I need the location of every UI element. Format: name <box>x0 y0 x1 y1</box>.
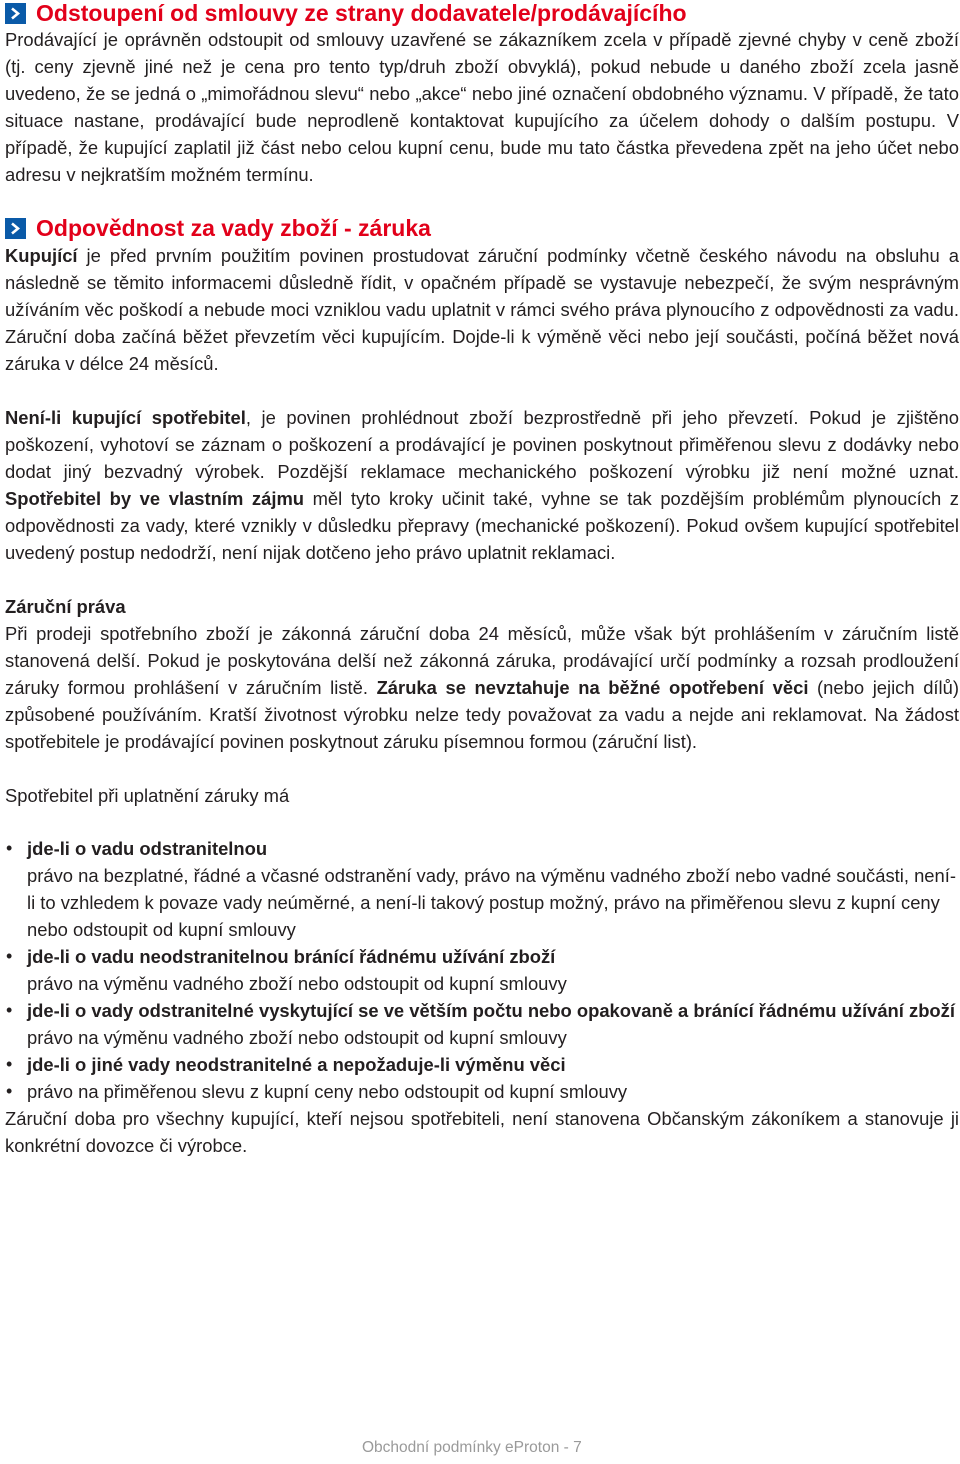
section-heading-text: Odstoupení od smlouvy ze strany dodavatele/prodávajícího <box>36 0 687 26</box>
list-item-text: právo na výměnu vadného zboží nebo odstoupit od kupní smlouvy <box>27 1027 567 1048</box>
list-item <box>5 943 959 997</box>
paragraph-text: , je povinen prohlédnout zboží bezprostředně při jeho převzetí. Pokud je zjištěno poškození, vyhotoví se záznam o poškození a prodávající je povinen poskytnout přiměřenou slevu z dodávky nebo dodat jiný bezvadný výrobek. Pozdější reklamace mechanického poškození výrobku již není možné uznat. <box>5 407 959 482</box>
list-item-text: právo na výměnu vadného zboží nebo odstoupit od kupní smlouvy <box>27 973 567 994</box>
document-page <box>5 0 959 1159</box>
footer-text: Obchodní podmínky eProton - 7 <box>362 1439 582 1456</box>
paragraph-withdrawal: Prodávající je oprávněn odstoupit od smlouvy uzavřené se zákazníkem zcela v případě zjevné chyby v ceně zboží (tj. ceny zjevně jiné než je cena pro tento typ/druh zboží obvyklá), pokud nebude u daného zboží zcela jasně uvedeno, že se jedná o „mimořádnou slevu“ nebo „akce“ nebo jiné označení obdobného významu. V případě, že tato situace nastane, prodávající bude neprodleně kontaktovat kupujícího za účelem dohody o dalším postupu. V případě, že kupující zaplatil již část nebo celou kupní cenu, bude mu tato částka převedena zpět na jeho účet nebo adresu v nejkratším možném termínu. <box>5 29 959 185</box>
paragraph-non-consumer <box>5 404 959 566</box>
paragraph-warranty-rights <box>5 620 959 755</box>
list-item-title: jde-li o jiné vady neodstranitelné a nepožaduje-li výměnu věci <box>27 1054 566 1075</box>
chevron-right-icon <box>5 218 26 239</box>
subheading-warranty-rights: Záruční práva <box>5 596 126 617</box>
list-item-text: právo na přiměřenou slevu z kupní ceny nebo odstoupit od kupní smlouvy <box>27 1081 628 1102</box>
consumer-rights-list <box>5 835 959 1105</box>
section-heading-withdrawal <box>5 0 959 26</box>
list-item-text: právo na bezplatné, řádné a včasné odstranění vady, právo na výměnu vadného zboží nebo vadné součásti, není-li to vzhledem k povaze vady neúměrné, a není-li takový postup možný, právo na přiměřenou slevu z kupní ceny nebo odstoupit od kupní smlouvy <box>27 865 956 940</box>
paragraph-text: měl tyto kroky učinit také, vyhne se tak pozdějším problémům plynoucích z odpovědnosti za vady, které vznikly v důsledku přepravy (mechanické poškození). Pokud ovšem kupující spotřebitel uvedený postup nedodrží, není nijak dotčeno jeho právo uplatnit reklamaci. <box>5 488 959 563</box>
list-item <box>5 997 959 1051</box>
paragraph-closing: Záruční doba pro všechny kupující, kteří nejsou spotřebiteli, není stanovena Občanským zákoníkem a stanovuje ji konkrétní dovozce či výrobce. <box>5 1108 959 1156</box>
section-heading-warranty <box>5 215 959 241</box>
paragraph-consumer-intro: Spotřebitel při uplatnění záruky má <box>5 785 290 806</box>
list-item-title: jde-li o vadu odstranitelnou <box>27 838 268 859</box>
list-item-title: jde-li o vady odstranitelné vyskytující se ve větším počtu nebo opakovaně a bránící řádnému užívání zboží <box>27 1000 955 1021</box>
emphasis-wear: Záruka se nevztahuje na běžné opotřebení věci <box>376 677 809 698</box>
list-item <box>5 1078 959 1105</box>
list-item <box>5 1051 959 1078</box>
section-heading-text: Odpovědnost za vady zboží - záruka <box>36 215 431 241</box>
list-item-title: jde-li o vadu neodstranitelnou bránící řádnému užívání zboží <box>27 946 556 967</box>
emphasis-consumer: Spotřebitel by ve vlastním zájmu <box>5 488 305 509</box>
paragraph-text: je před prvním použitím povinen prostudovat záruční podmínky včetně českého návodu na obsluhu a následně se těmito informacemi důsledně řídit, v opačném případě se vystavuje nebezpečí, že svým nesprávným užíváním věc poškodí a nebude moci vzniklou vadu uplatnit v rámci svého práva plynoucího z odpovědnosti za vadu. Záruční doba začíná běžet převzetím věci kupujícím. Dojde-li k výměně věci nebo její součásti, počíná běžet nová záruka v délce 24 měsíců. <box>5 245 959 374</box>
emphasis-non-consumer: Není-li kupující spotřebitel <box>5 407 246 428</box>
emphasis-buyer: Kupující <box>5 245 78 266</box>
chevron-right-icon <box>5 3 26 24</box>
paragraph-text: (nebo jejich dílů) způsobené používáním. Kratší životnost výrobku nelze tedy považovat za vadu a nejde ani reklamovat. Na žádost spotřebitele je prodávající povinen poskytnout záruku písemnou formou (záruční list). <box>5 677 959 752</box>
list-item <box>5 835 959 943</box>
paragraph-buyer-duty <box>5 242 959 377</box>
paragraph-text: Při prodeji spotřebního zboží je zákonná záruční doba 24 měsíců, může však být prohlášením v záručním listě stanovená delší. Pokud je poskytována delší než zákonná záruka, prodávající určí podmínky a rozsah prodloužení záruky formou prohlášení v záručním listě. <box>5 623 959 698</box>
